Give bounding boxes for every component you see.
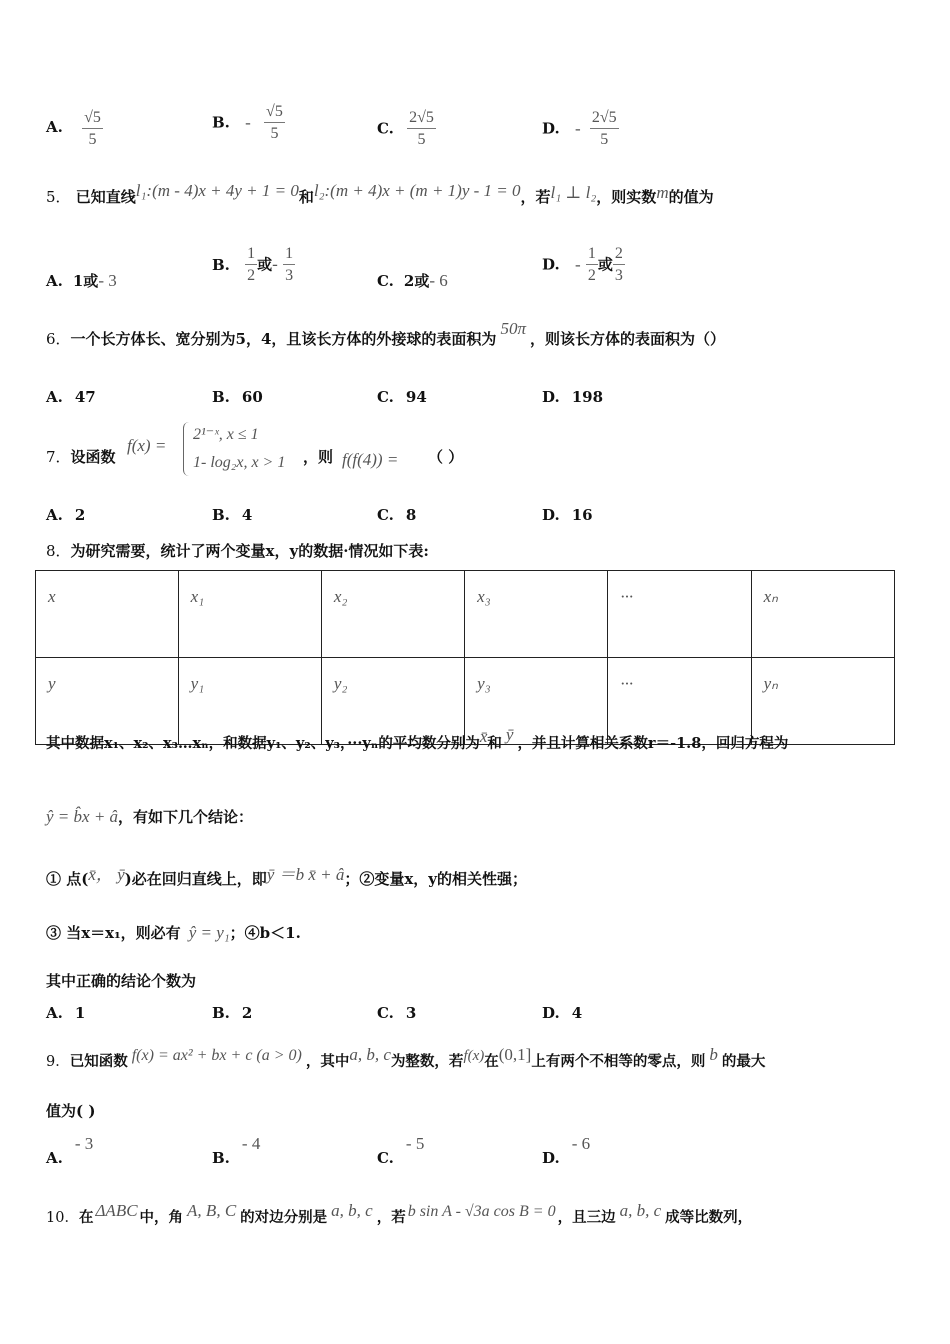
q8-option-c: C. 3 xyxy=(377,1004,417,1022)
q4-option-d: D. - $\frac{2√5}{5}$ xyxy=(542,108,619,151)
q4-option-a-fraction: $\frac{√5}{5}$ xyxy=(84,109,101,148)
q9-option-b: B.- 4 xyxy=(212,1134,261,1167)
table-cell: yₙ xyxy=(751,658,894,745)
q7-function: f(x) = xyxy=(127,436,167,455)
q9-function: f(x) = ax² + bx + c (a > 0) xyxy=(131,1047,302,1064)
q5-line1: l₁:(m - 4)x + 4y + 1 = 0 xyxy=(135,181,299,200)
q8-conclusion-3-4: ③ 当x＝x₁，则必有 ŷ = y₁；④b＜1. xyxy=(46,923,301,942)
table-row xyxy=(36,571,895,658)
q5-number: 5． xyxy=(46,188,71,206)
q7-case2: 1- log₂x, x > 1 xyxy=(193,454,286,471)
q4-option-a xyxy=(46,108,103,151)
q4-option-d-fraction: $\frac{2√5}{5}$ xyxy=(591,109,617,148)
q6-math: 50π xyxy=(500,319,526,338)
question-5: 5． 已知直线l₁:(m - 4)x + 4y + 1 = 0和l₂:(m + 4)x + (m + 1)y - 1 = 0，若l₁ ⊥ l₂，则实数m的值为 xyxy=(46,181,714,206)
table-cell: ··· xyxy=(608,571,751,658)
q8-paragraph-1: 其中数据x₁、x₂、x₃…xₙ，和数据y₁、y₂、y₃，···yₙ的平均数分别为x̄和 ȳ ，并且计算相关系数r＝-1.8，回归方程为 xyxy=(46,725,789,752)
q5-cond: l₁ ⊥ l₂ xyxy=(550,183,597,202)
q8-option-a: A. 1 xyxy=(46,1004,86,1022)
q4-option-c-fraction: $\frac{2√5}{5}$ xyxy=(409,109,434,148)
q6-option-d: D. 198 xyxy=(542,388,604,406)
table-cell: y₂ xyxy=(321,658,464,745)
table-cell: y₁ xyxy=(178,658,321,745)
q7-option-c: C. 8 xyxy=(377,506,417,524)
question-9: 9．已知函数 f(x) = ax² + bx + c (a > 0) ，其中a, b, c为整数，若f(x)在(0,1]上有两个不相等的零点，则 b 的最大 xyxy=(46,1045,766,1070)
q5-option-a: A. 1或- 3 xyxy=(46,271,117,290)
question-8: 8．为研究需要，统计了两个变量x，y的数据·情况如下表: xyxy=(46,542,429,560)
q4-option-c-label: C. xyxy=(377,119,394,138)
q9-option-a: A.- 3 xyxy=(46,1134,94,1167)
table-cell: y xyxy=(36,658,179,745)
q4-option-b-fraction: $\frac{√5}{5}$ xyxy=(266,103,283,142)
q7-option-a: A. 2 xyxy=(46,506,86,524)
table-cell: ··· xyxy=(608,658,751,745)
table-cell: y₃ xyxy=(465,658,608,745)
q5-option-b: B. $\frac{1}{2}$ 或- $\frac{1}{3}$ xyxy=(212,245,294,284)
table-cell: x xyxy=(36,571,179,658)
table-cell: x₃ xyxy=(465,571,608,658)
question-10: 10．在 ΔABC 中，角 A, B, C 的对边分别是 a, b, c ，若 b sin A - √3a cos B = 0 ，且三边 a, b, c 成等比数列， xyxy=(46,1201,753,1226)
q5-line2: l₂:(m + 4)x + (m + 1)y - 1 = 0 xyxy=(313,181,521,200)
data-table xyxy=(35,570,895,745)
q5-option-d: D. - $\frac{1}{2}$ 或 $\frac{2}{3}$ xyxy=(542,245,623,284)
q4-option-c xyxy=(377,108,436,151)
table-cell: x₂ xyxy=(321,571,464,658)
q8-paragraph-2: ŷ = b̂x + â，有如下几个结论： xyxy=(46,807,254,826)
question-6: 6．一个长方体长、宽分别为5，4，且该长方体的外接球的表面积为50π，则该长方体的表面积为（） xyxy=(46,319,725,348)
q4-option-a-label: A. xyxy=(46,117,63,136)
q6-option-b: B. 60 xyxy=(212,388,263,406)
q8-conclusion-1-2: ① 点(x̄， ȳ)必在回归直线上，即ȳ ＝b x̄ + â；②变量x，y的相关性强； xyxy=(46,865,528,888)
q8-question: 其中正确的结论个数为 xyxy=(46,972,197,990)
q9-line2: 值为( ) xyxy=(46,1102,96,1120)
q6-option-a: A. 47 xyxy=(46,388,96,406)
q4-option-b-label: B. xyxy=(212,113,230,132)
q8-option-d: D. 4 xyxy=(542,1004,583,1022)
q4-option-d-label: D. xyxy=(542,119,560,138)
q6-option-c: C. 94 xyxy=(377,388,427,406)
q8-regression-equation: ŷ = b̂x + â xyxy=(46,807,119,826)
q4-option-b: B. - $\frac{√5}{5}$ xyxy=(212,102,285,145)
q7-brace xyxy=(183,422,192,476)
q7-option-d: D. 16 xyxy=(542,506,593,524)
q7-case1: 2¹⁻ˣ, x ≤ 1 xyxy=(193,426,259,443)
q7-option-b: B. 4 xyxy=(212,506,253,524)
q9-option-d: D.- 6 xyxy=(542,1134,591,1167)
q5-option-c: C. 2或- 6 xyxy=(377,271,448,290)
question-7: 7．设函数 xyxy=(46,448,116,466)
table-cell: x₁ xyxy=(178,571,321,658)
q7-expression: f(f(4)) = xyxy=(342,450,399,469)
q9-option-c: C.- 5 xyxy=(377,1134,425,1167)
q8-option-b: B. 2 xyxy=(212,1004,253,1022)
q5-var: m xyxy=(656,183,669,202)
table-cell: xₙ xyxy=(751,571,894,658)
